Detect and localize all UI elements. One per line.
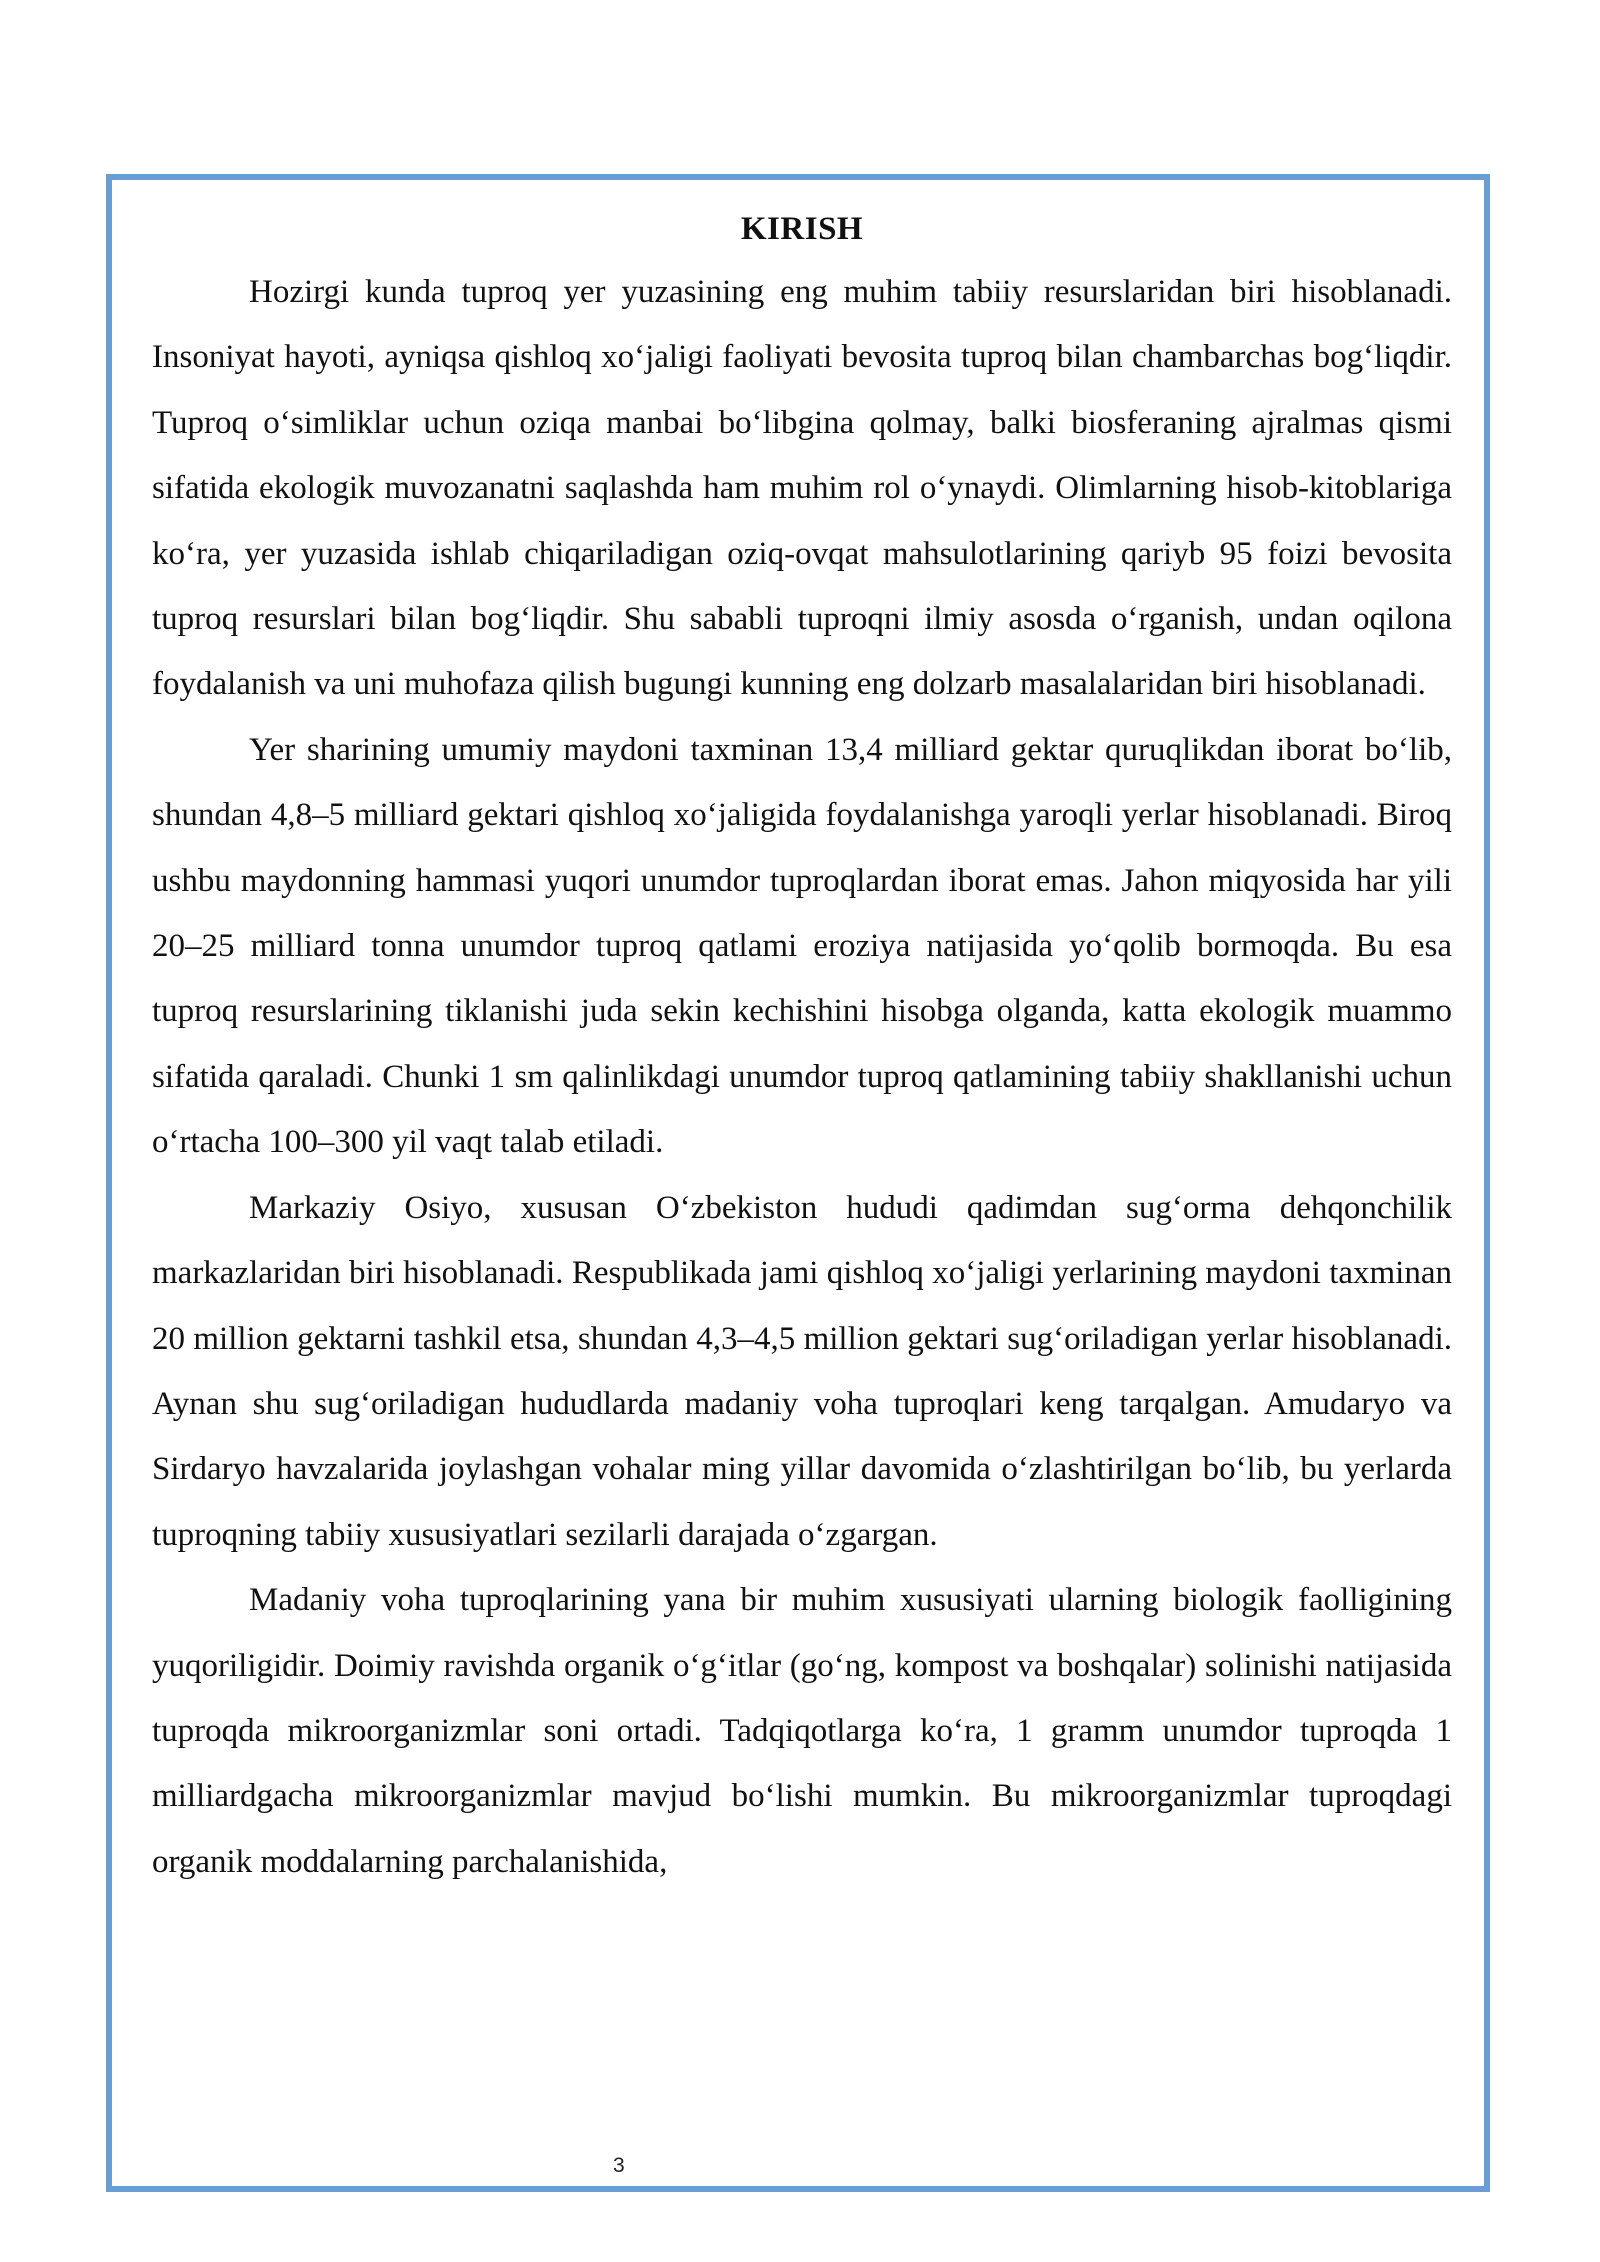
page-border xyxy=(106,174,1490,2192)
paragraph-4: Madaniy voha tuproqlarining yana bir muhim xususiyati ularning biologik faolligining yuqoriligidir. Doimiy ravishda organik o‘g‘itlar (go‘ng, kompost va boshqalar) solinishi natijasida tuproqda mikroorganizmlar soni ortadi. Tadqiqotlarga ko‘ra, 1 gramm unumdor tuproqda 1 milliardgacha mikroorganizmlar mavjud bo‘lishi mumkin. Bu mikroorganizmlar tuproqdagi organik moddalarning parchalanishida, xyxy=(152,1582,1452,1880)
section-title: KIRISH xyxy=(740,211,864,247)
paragraph-1: Hozirgi kunda tuproq yer yuzasining eng muhim tabiiy resurslaridan biri hisoblanadi. Insoniyat hayoti, ayniqsa qishloq xo‘jaligi faoliyati bevosita tuproq bilan chambarchas bog‘liqdir. Tuproq o‘simliklar uchun oziqa manbai bo‘libgina qolmay, balki biosferaning ajralmas qismi sifatida ekologik muvozanatni saqlashda ham muhim rol o‘ynaydi. Olimlarning hisob-kitoblariga ko‘ra, yer yuzasida ishlab chiqariladigan oziq-ovqat mahsulotlarining qariyb 95 foizi bevosita tuproq resurslari bilan bog‘liqdir. Shu sababli tuproqni ilmiy asosda o‘rganish, undan oqilona foydalanish va uni muhofaza qilish bugungi kunning eng dolzarb masalalaridan biri hisoblanadi. xyxy=(152,274,1452,703)
document-body xyxy=(152,198,1452,1895)
paragraph-2: Yer sharining umumiy maydoni taxminan 13,4 milliard gektar quruqlikdan iborat bo‘lib, shundan 4,8–5 milliard gektari qishloq xo‘jaligida foydalanishga yaroqli yerlar hisoblanadi. Biroq ushbu maydonning hammasi yuqori unumdor tuproqlardan iborat emas. Jahon miqyosida har yili 20–25 milliard tonna unumdor tuproq qatlami eroziya natijasida yo‘qolib bormoqda. Bu esa tuproq resurslarining tiklanishi juda sekin kechishini hisobga olganda, katta ekologik muammo sifatida qaraladi. Chunki 1 sm qalinlikdagi unumdor tuproq qatlamining tabiiy shakllanishi uchun o‘rtacha 100–300 yil vaqt talab etiladi. xyxy=(152,731,1452,1161)
paragraph-3: Markaziy Osiyo, xususan O‘zbekiston hududi qadimdan sug‘orma dehqonchilik markazlaridan biri hisoblanadi. Respublikada jami qishloq xo‘jaligi yerlarining maydoni taxminan 20 million gektarni tashkil etsa, shundan 4,3–4,5 million gektari sug‘oriladigan yerlar hisoblanadi. Aynan shu sug‘oriladigan hududlarda madaniy voha tuproqlari keng tarqalgan. Amudaryo va Sirdaryo havzalarida joylashgan vohalar ming yillar davomida o‘zlashtirilgan bo‘lib, bu yerlarda tuproqning tabiiy xususiyatlari sezilarli darajada o‘zgargan. xyxy=(152,1189,1452,1553)
page-number: 3 xyxy=(613,2154,625,2177)
